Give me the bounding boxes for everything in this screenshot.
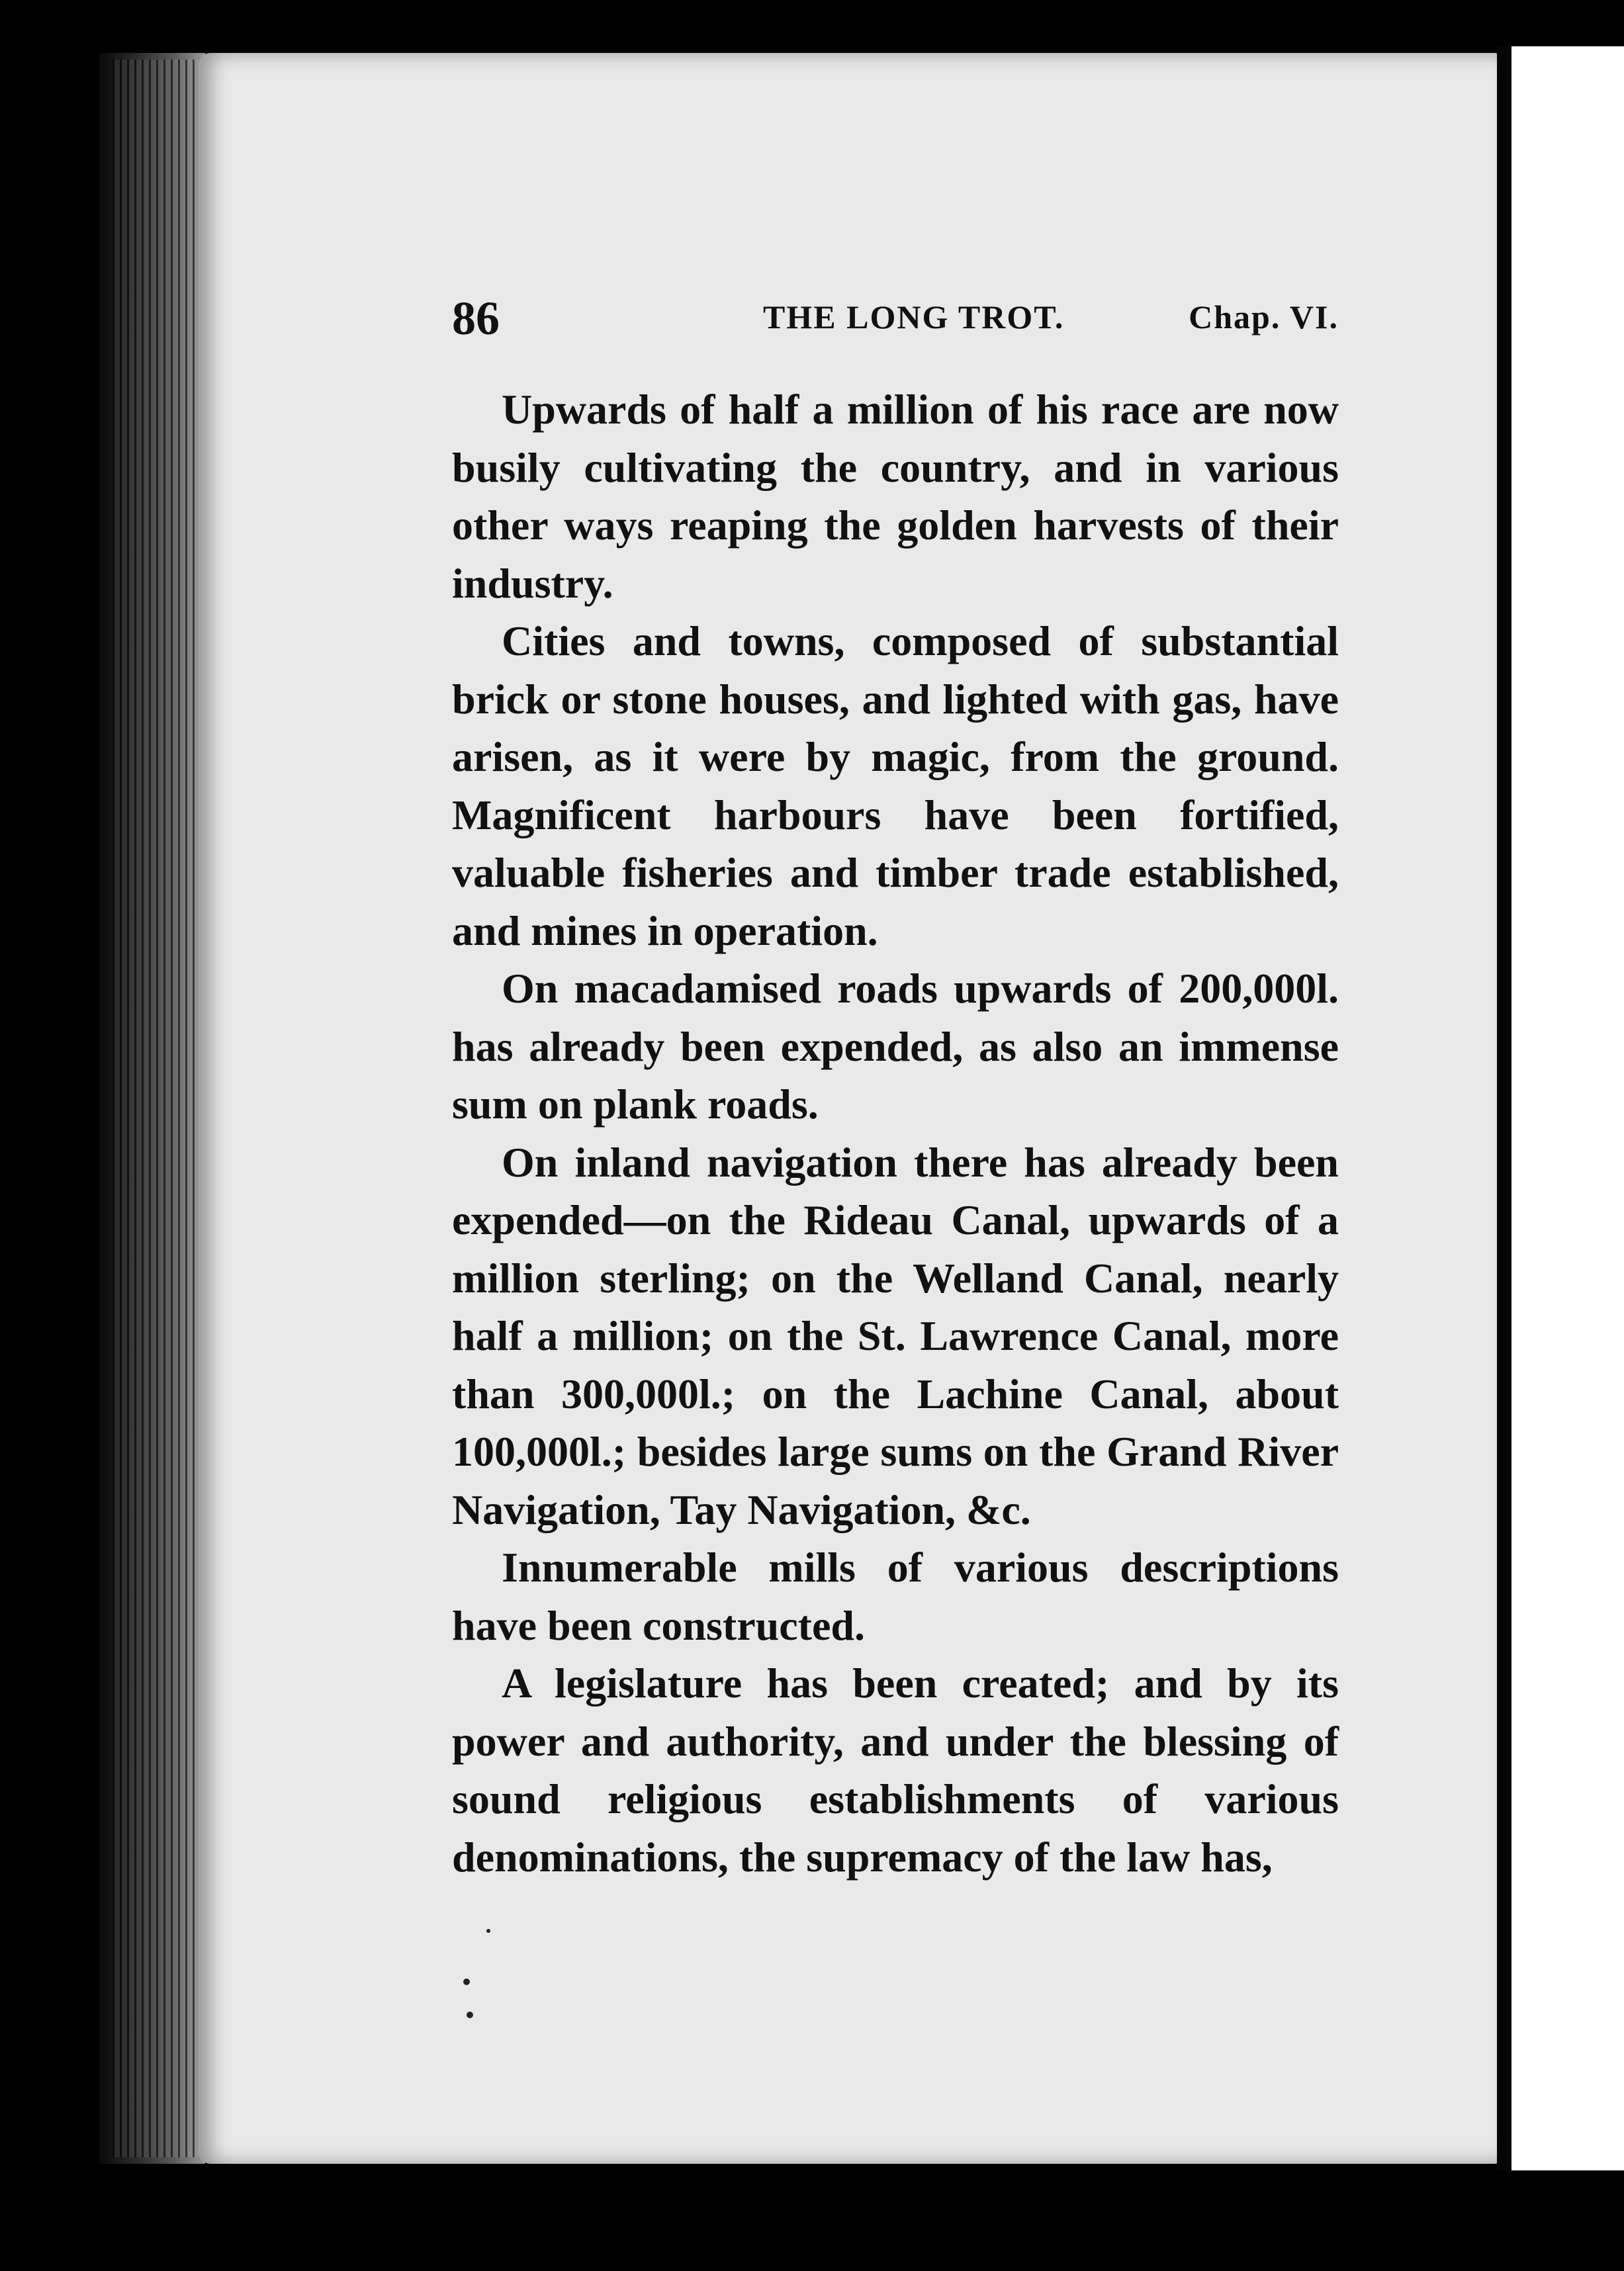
chapter-label: Chap. VI. — [1189, 298, 1339, 335]
page-number: 86 — [452, 292, 500, 345]
running-title: THE LONG TROT. — [763, 298, 1065, 335]
paragraph: On inland navigation there has already been expended—on the Rideau Canal, upwards of a million sterling; on the Welland Canal, nearly half a million; on the St. Lawrence Canal, more than 300,000l.; on the Lachine Canal, about 100,000l.; besides large sums on the Grand River Navigation, Tay Navigation, &c. — [452, 1138, 1339, 1533]
paragraph: Cities and towns, composed of substantial brick or stone houses, and lighted with gas, have arisen, as it were by magic, from the ground. Magnificent harbours have been fortified, valuable fisheries and timber trade established, and mines in operation. — [452, 617, 1339, 954]
paragraph: Innumerable mills of various descriptions have been constructed. — [452, 1544, 1339, 1649]
ink-speck — [467, 2012, 473, 2018]
facing-page-edge — [1511, 46, 1624, 2170]
page-gutter — [1497, 46, 1511, 2170]
paragraph: A legislature has been created; and by its power and authority, and under the blessing of sound religious establishments of various denominations, the supremacy of the law has, — [452, 1660, 1339, 1881]
spine-texture — [113, 60, 199, 2157]
body-text — [452, 380, 1339, 1886]
ink-speck — [486, 1929, 490, 1933]
paragraph: Upwards of half a million of his race are now busily cultivating the country, and in various other ways reaping the golden harvests of their industry. — [452, 386, 1339, 607]
ink-speck — [463, 1979, 470, 1985]
running-header — [452, 291, 1339, 351]
paragraph: On macadamised roads upwards of 200,000l. has already been expended, as also an immense sum on plank roads. — [452, 965, 1339, 1128]
